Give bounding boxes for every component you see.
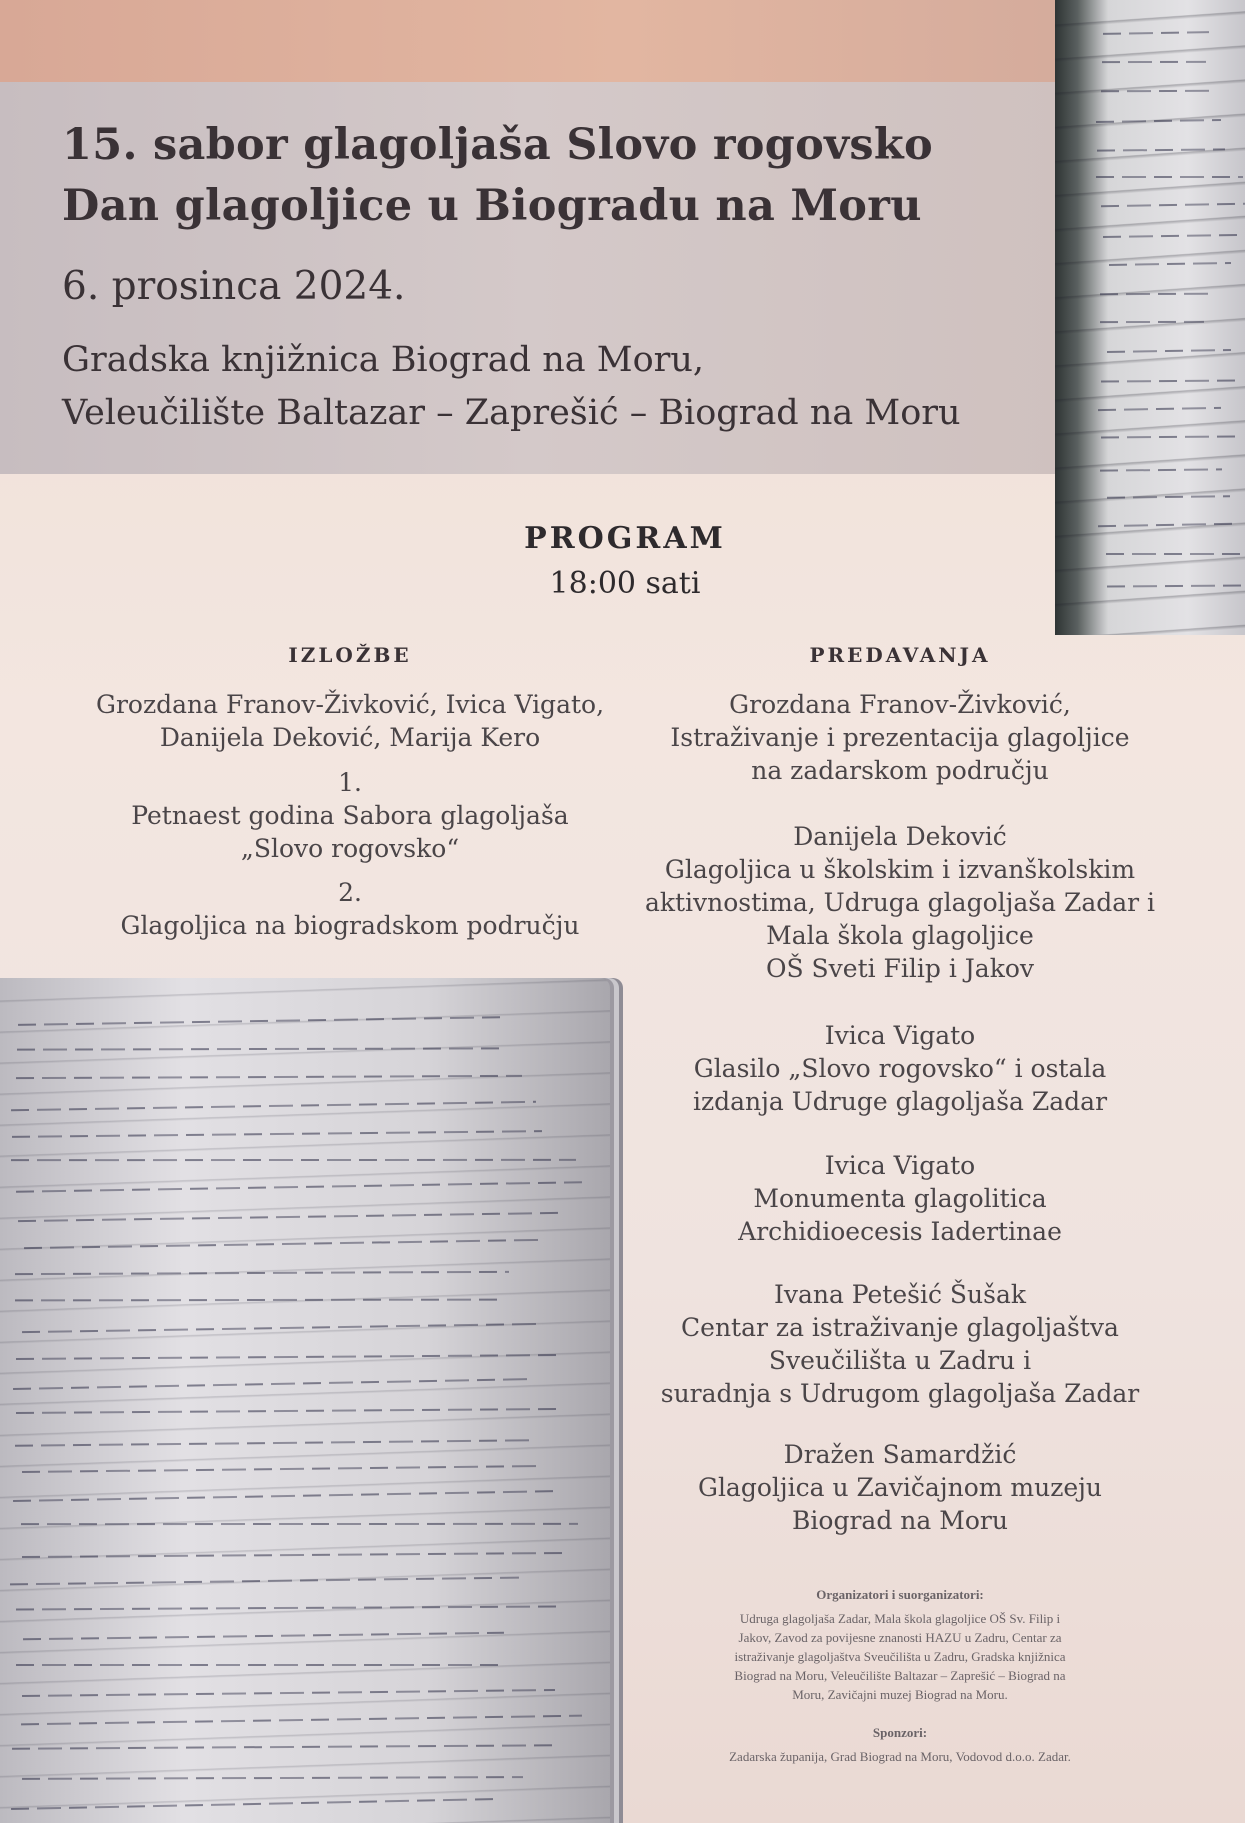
sponsors-heading: Sponzori: (872, 1725, 928, 1740)
handwriting-stroke (15, 1299, 502, 1302)
handwriting-stroke (22, 1776, 523, 1780)
handwriting-stroke (22, 1323, 544, 1333)
sponsors-list: Zadarska županija, Grad Biograd na Moru, Vodovod d.o.o. Zadar. (729, 1749, 1071, 1764)
handwriting-stroke (23, 1632, 504, 1640)
handwriting-stroke (16, 1664, 504, 1666)
handwriting-stroke (1100, 321, 1204, 323)
lecture-speaker: Ivica Vigato (824, 1021, 976, 1050)
lecture-speaker: Dražen Samardžić (783, 1440, 1017, 1469)
handwriting-stroke (16, 1182, 582, 1194)
lecture-item-1 (620, 688, 1180, 787)
venue-line1: Gradska knjižnica Biograd na Moru, (62, 340, 705, 380)
event-title-line2: Dan glagoljice u Biogradu na Moru (62, 181, 922, 231)
handwriting-stroke (22, 1689, 555, 1697)
lecture-title-line: suradnja s Udrugom glagoljaša Zadar (660, 1379, 1140, 1408)
handwriting-stroke (1106, 553, 1245, 555)
lectures-heading: PREDAVANJA (809, 643, 991, 667)
handwriting-stroke (24, 1238, 544, 1248)
lecture-item-2 (620, 820, 1180, 985)
lecture-title-line: Biograd na Moru (792, 1506, 1008, 1535)
lecture-item-5 (620, 1278, 1180, 1410)
program-heading: PROGRAM (524, 521, 726, 556)
organizers-line: istraživanje glagoljaštva Sveučilišta u Zadru, Gradska knjižnica (734, 1649, 1066, 1664)
handwriting-stroke (17, 1047, 504, 1050)
handwriting-stroke (1103, 234, 1237, 238)
lecture-title-line: Archidioecesis Iadertinae (738, 1217, 1062, 1246)
organizers-list (630, 1609, 1170, 1704)
event-date: 6. prosinca 2024. (62, 264, 406, 309)
handwriting-stroke (16, 1075, 522, 1079)
lecture-title-line: Centar za istraživanje glagoljaštva (681, 1313, 1119, 1342)
exhibition-author-line: Danijela Deković, Marija Kero (159, 723, 541, 752)
handwriting-stroke (1107, 349, 1231, 353)
glagolitic-manuscript-image-top (1055, 0, 1245, 635)
organizers-line: Jakov, Zavod za povijesne znanosti HAZU u Zadru, Centar za (738, 1630, 1062, 1645)
handwriting-stroke (1098, 406, 1221, 410)
venue-line2: Veleučilište Baltazar – Zaprešić – Biograd na Moru (62, 393, 961, 433)
exhibition-number: 1. (338, 768, 362, 797)
handwriting-stroke (10, 1577, 519, 1586)
handwriting-stroke (13, 1378, 533, 1390)
lecture-speaker: Grozdana Franov-Živković, (729, 690, 1071, 719)
exhibition-authors (80, 688, 620, 754)
lecture-title-line: na zadarskom području (751, 756, 1049, 785)
lecture-title-line: Glasilo „Slovo rogovsko“ i ostala (693, 1054, 1107, 1083)
lecture-title-line: Monumenta glagolitica (753, 1184, 1047, 1213)
lecture-title-line: OŠ Sveti Filip i Jakov (765, 954, 1035, 983)
handwriting-stroke (1098, 523, 1235, 527)
handwriting-stroke (1103, 31, 1209, 35)
handwriting-stroke (11, 1798, 498, 1810)
lecture-item-4 (620, 1149, 1180, 1248)
lecture-title-line: aktivnostima, Udruga glagoljaša Zadar i (644, 888, 1156, 917)
handwriting-stroke (1107, 495, 1230, 498)
handwriting-stroke (15, 1439, 534, 1446)
exhibition-title-line: „Slovo rogovsko“ (240, 834, 460, 863)
handwriting-stroke (1102, 61, 1206, 63)
exhibition-item-1 (80, 766, 620, 865)
lecture-title-line: Glagoljica u Zavičajnom muzeju (697, 1473, 1103, 1502)
handwriting-stroke (15, 1271, 509, 1275)
lecture-title-line: Istraživanje i prezentacija glagoljice (670, 723, 1130, 752)
lecture-item-6 (620, 1438, 1180, 1537)
handwriting-stroke (22, 1552, 569, 1558)
handwriting-stroke (15, 1605, 557, 1610)
lecture-title-line: Glagoljica u školskim i izvanškolskim (664, 855, 1136, 884)
glagolitic-manuscript-image-bottom (0, 978, 610, 1823)
organizers-line: Moru, Zavičajni muzej Biograd na Moru. (792, 1687, 1008, 1702)
organizers-line: Biograd na Moru, Veleučilište Baltazar – Zaprešić – Biograd na (734, 1668, 1066, 1683)
handwriting-stroke (13, 1490, 560, 1502)
lecture-speaker: Ivica Vigato (824, 1151, 976, 1180)
exhibition-number: 2. (338, 878, 362, 907)
handwriting-stroke (1100, 468, 1222, 471)
lecture-title-line: Sveučilišta u Zadru i (768, 1346, 1032, 1375)
exhibition-title-line: Petnaest godina Sabora glagoljaša (131, 801, 569, 830)
handwriting-stroke (1107, 584, 1244, 587)
event-title-line1: 15. sabor glagoljaša Slovo rogovsko (62, 120, 933, 170)
lecture-title-line: Mala škola glagoljice (766, 921, 1034, 950)
handwriting-stroke (1101, 380, 1239, 383)
handwriting-stroke (1097, 148, 1225, 151)
handwriting-stroke (16, 1354, 564, 1360)
handwriting-stroke (11, 1159, 576, 1161)
lecture-speaker: Ivana Petešić Šušak (773, 1280, 1027, 1309)
handwriting-stroke (21, 1523, 578, 1525)
exhibition-item-2 (80, 876, 620, 942)
handwriting-stroke (12, 1744, 556, 1749)
organizers-heading: Organizatori i suorganizatori: (816, 1587, 984, 1602)
organizers-line: Udruga glagoljaša Zadar, Mala škola glagoljice OŠ Sv. Filip i (739, 1611, 1061, 1626)
exhibition-author-line: Grozdana Franov-Živković, Ivica Vigato, (95, 690, 605, 719)
handwriting-stroke (1109, 262, 1231, 266)
lecture-title-line: izdanja Udruge glagoljaša Zadar (692, 1087, 1108, 1116)
handwriting-stroke (18, 1212, 558, 1222)
handwriting-stroke (22, 1465, 543, 1473)
handwriting-stroke (1096, 176, 1243, 178)
handwriting-stroke (1101, 203, 1245, 208)
handwriting-stroke (11, 1100, 536, 1110)
exhibitions-heading: IZLOŽBE (288, 643, 412, 667)
handwriting-stroke (18, 1016, 508, 1026)
handwriting-stroke (12, 1130, 542, 1138)
handwriting-stroke (16, 1408, 557, 1414)
handwriting-stroke (1101, 436, 1235, 439)
lecture-item-3 (620, 1019, 1180, 1118)
lecture-speaker: Danijela Deković (793, 822, 1007, 851)
handwriting-stroke (1101, 90, 1215, 93)
exhibition-title-line: Glagoljica na biogradskom području (120, 911, 580, 940)
program-time: 18:00 sati (549, 566, 701, 601)
handwriting-stroke (1096, 119, 1221, 123)
handwriting-stroke (21, 1714, 582, 1725)
handwriting-stroke (1100, 293, 1208, 296)
